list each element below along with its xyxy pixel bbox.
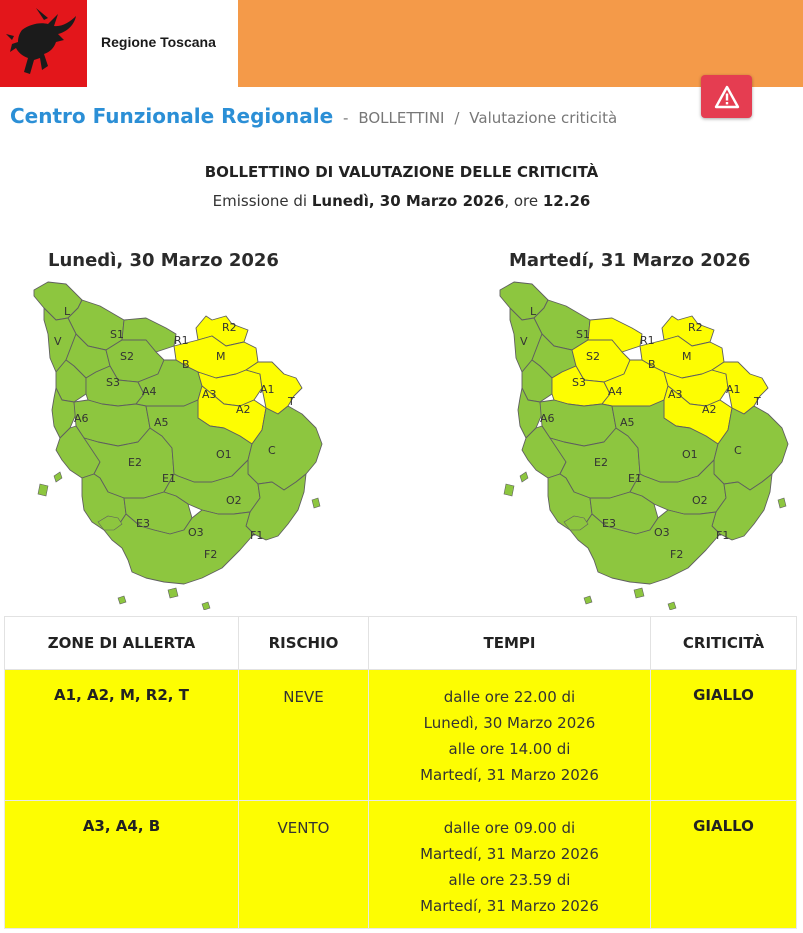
zone-label-r1: R1 xyxy=(174,334,189,347)
giglio-island xyxy=(634,588,644,598)
regione-toscana-logo[interactable] xyxy=(0,0,87,87)
table-header-row xyxy=(5,617,797,670)
row-zones: A1, A2, M, R2, T xyxy=(5,670,239,801)
table-row xyxy=(5,670,797,801)
zone-label-e1: E1 xyxy=(162,472,176,485)
zone-label-r2: R2 xyxy=(688,321,703,334)
zone-label-l: L xyxy=(64,305,71,318)
row-time: dalle ore 09.00 di Martedí, 31 Marzo 2026 alle ore 23.59 di Martedí, 31 Marzo 2026 xyxy=(369,801,651,929)
zone-label-o1: O1 xyxy=(216,448,232,461)
row-risk: VENTO xyxy=(239,801,369,929)
zone-label-f2: F2 xyxy=(670,548,684,561)
zone-label-b: B xyxy=(182,358,190,371)
zone-label-a2: A2 xyxy=(702,403,717,416)
zone-label-c: C xyxy=(734,444,742,457)
zone-label-f2: F2 xyxy=(204,548,218,561)
zone-label-r1: R1 xyxy=(640,334,655,347)
zone-label-a2: A2 xyxy=(236,403,251,416)
zone-label-m: M xyxy=(682,350,692,363)
row-criticality: GIALLO xyxy=(651,801,797,929)
header-time: TEMPI xyxy=(369,617,651,670)
zone-label-v: V xyxy=(54,335,62,348)
zone-label-f1: F1 xyxy=(250,529,264,542)
zone-label-o3: O3 xyxy=(654,526,670,539)
zone-label-s3: S3 xyxy=(106,376,120,389)
giannutri-island xyxy=(668,602,676,610)
row-time: dalle ore 22.00 di Lunedì, 30 Marzo 2026 alle ore 14.00 di Martedí, 31 Marzo 2026 xyxy=(369,670,651,801)
zone-label-e2: E2 xyxy=(594,456,608,469)
row-risk: NEVE xyxy=(239,670,369,801)
zone-label-e3: E3 xyxy=(136,517,150,530)
header-zone: ZONE DI ALLERTA xyxy=(5,617,239,670)
zone-label-a3: A3 xyxy=(668,388,683,401)
breadcrumb-divider: / xyxy=(454,109,460,127)
pegasus-icon xyxy=(0,0,87,87)
zones-svg xyxy=(492,278,792,610)
header-criticality: CRITICITÀ xyxy=(651,617,797,670)
breadcrumb xyxy=(10,104,617,128)
giannutri-island xyxy=(202,602,210,610)
zone-label-v: V xyxy=(520,335,528,348)
zone-label-r2: R2 xyxy=(222,321,237,334)
alert-map-day1 xyxy=(26,278,326,614)
montecristo-island xyxy=(584,596,592,604)
gorgona-island xyxy=(38,484,48,496)
zone-label-m: M xyxy=(216,350,226,363)
zone-label-e2: E2 xyxy=(128,456,142,469)
capraia-island xyxy=(520,472,528,482)
zone-label-a4: A4 xyxy=(142,385,157,398)
zone-label-e1: E1 xyxy=(628,472,642,485)
map-title-day2: Martedí, 31 Marzo 2026 xyxy=(509,250,751,271)
header-bar xyxy=(0,0,803,87)
zone-label-t: T xyxy=(288,395,295,408)
bulletin-emission: Emissione di Lunedì, 30 Marzo 2026, ore 12.26 xyxy=(212,192,591,210)
zone-label-a5: A5 xyxy=(620,416,635,429)
zone-label-s1: S1 xyxy=(576,328,590,341)
gorgona-island xyxy=(504,484,514,496)
giglio-island xyxy=(168,588,178,598)
warning-triangle-icon xyxy=(714,85,740,109)
zone-label-b: B xyxy=(648,358,656,371)
breadcrumb-separator: - xyxy=(343,109,349,127)
zone-label-s1: S1 xyxy=(110,328,124,341)
zone-label-a3: A3 xyxy=(202,388,217,401)
zone-label-a4: A4 xyxy=(608,385,623,398)
zone-label-o3: O3 xyxy=(188,526,204,539)
zone-label-o2: O2 xyxy=(226,494,242,507)
zone-label-l: L xyxy=(530,305,537,318)
zone-label-f1: F1 xyxy=(716,529,730,542)
breadcrumb-current-page: Valutazione criticità xyxy=(469,109,618,127)
trasimeno-island xyxy=(778,498,786,508)
zones-svg xyxy=(26,278,326,610)
row-criticality: GIALLO xyxy=(651,670,797,801)
header-risk: RISCHIO xyxy=(239,617,369,670)
zone-label-o2: O2 xyxy=(692,494,708,507)
table-row xyxy=(5,801,797,929)
site-title-link[interactable]: Centro Funzionale Regionale xyxy=(10,104,334,128)
zone-label-t: T xyxy=(754,395,761,408)
bulletin-title: BOLLETTINO DI VALUTAZIONE DELLE CRITICITÀ xyxy=(204,163,599,181)
alert-map-day2 xyxy=(492,278,792,614)
breadcrumb-bollettini[interactable]: BOLLETTINI xyxy=(358,109,445,127)
alert-button[interactable] xyxy=(701,75,752,118)
zone-label-s2: S2 xyxy=(586,350,600,363)
montecristo-island xyxy=(118,596,126,604)
zone-label-a1: A1 xyxy=(726,383,741,396)
logo-text: Regione Toscana xyxy=(101,34,216,50)
map-title-day1: Lunedì, 30 Marzo 2026 xyxy=(48,250,279,271)
alert-table xyxy=(4,616,797,929)
emission-time: 12.26 xyxy=(542,192,591,210)
zone-label-a5: A5 xyxy=(154,416,169,429)
capraia-island xyxy=(54,472,62,482)
zone-label-a6: A6 xyxy=(540,412,555,425)
trasimeno-island xyxy=(312,498,320,508)
zone-label-a1: A1 xyxy=(260,383,275,396)
emission-date: Lunedì, 30 Marzo 2026 xyxy=(311,192,505,210)
zone-label-o1: O1 xyxy=(682,448,698,461)
zone-label-s3: S3 xyxy=(572,376,586,389)
row-zones: A3, A4, B xyxy=(5,801,239,929)
zone-label-s2: S2 xyxy=(120,350,134,363)
zone-label-e3: E3 xyxy=(602,517,616,530)
zone-label-a6: A6 xyxy=(74,412,89,425)
zone-label-c: C xyxy=(268,444,276,457)
